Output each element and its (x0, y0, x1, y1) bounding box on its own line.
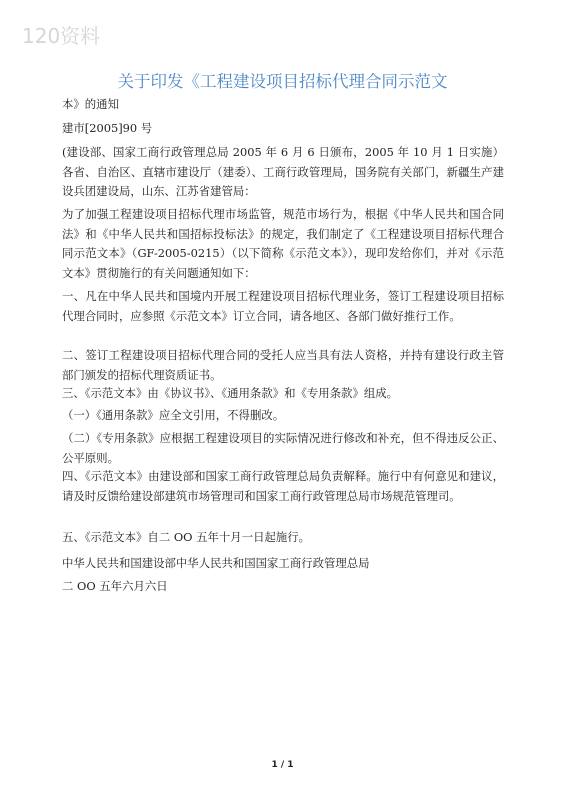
paragraph-text: 四、《示范文本》由建设部和国家工商行政管理总局负责解释。施行中有何意见和建议，请及时反馈给建设部建筑市场管理司和国家工商行政管理总局市场规范管理司。 (62, 469, 504, 503)
paragraph-text: 为了加强工程建设项目招标代理市场监管，规范市场行为，根据《中华人民共和国合同法》和《中华人民共和国招标投标法》的规定，我们制定了《工程建设项目招标代理合同示范文本》（GF-2005-0215）（以下简称《示范文本》），现印发给你们，并对《示范文本》贯彻施行的有关问题通知如下： (62, 207, 504, 280)
watermark: 120资料 (22, 24, 101, 48)
paragraph-text: 二、签订工程建设项目招标代理合同的受托人应当具有法人资格，并持有建设行政主管部门颁发的招标代理资质证书。 (62, 348, 504, 382)
body-paragraph-5 (62, 528, 504, 548)
signatory: 中华人民共和国建设部中华人民共和国国家工商行政管理总局 (62, 556, 370, 570)
paragraph-text: 三、《示范文本》由《协议书》、《通用条款》和《专用条款》组成。 (62, 386, 399, 400)
body-paragraph-3-2 (62, 429, 504, 468)
paragraph-text: （二）《专用条款》应根据工程建设项目的实际情况进行修改和补充，但不得违反公正、公平原则。 (62, 431, 504, 465)
document-number: 建市[2005]90 号 (62, 121, 153, 135)
paragraph-text: 一、凡在中华人民共和国境内开展工程建设项目招标代理业务，签订工程建设项目招标代理合同时，应参照《示范文本》订立合同，请各地区、各部门做好推行工作。 (62, 289, 504, 323)
document-title: 关于印发《工程建设项目招标代理合同示范文 (117, 72, 448, 91)
recipients-paragraph (62, 143, 504, 202)
paragraph-text: （一）《通用条款》应全文引用，不得删改。 (62, 408, 285, 422)
body-paragraph-4 (62, 467, 504, 506)
paragraph-text: 五、《示范文本》自二 OO 五年十月一日起施行。 (62, 530, 311, 544)
body-paragraph-3-1 (62, 406, 504, 426)
page-indicator: 1 / 1 (271, 760, 294, 770)
body-paragraph-2 (62, 346, 504, 385)
body-paragraph-intro (62, 205, 504, 283)
issue-date: 二 OO 五年六月六日 (62, 579, 168, 593)
document-subtitle: 本》的通知 (62, 97, 119, 111)
body-paragraph-3 (62, 384, 504, 404)
body-paragraph-1 (62, 287, 504, 326)
recipients-text: (建设部、国家工商行政管理总局 2005 年 6 月 6 日颁布，2005 年 10 月 1 日实施）各省、自治区、直辖市建设厅（建委）、工商行政管理局，国务院有关部门，新疆生产建设兵团建设局，山东、江苏省建管局： (62, 145, 504, 198)
